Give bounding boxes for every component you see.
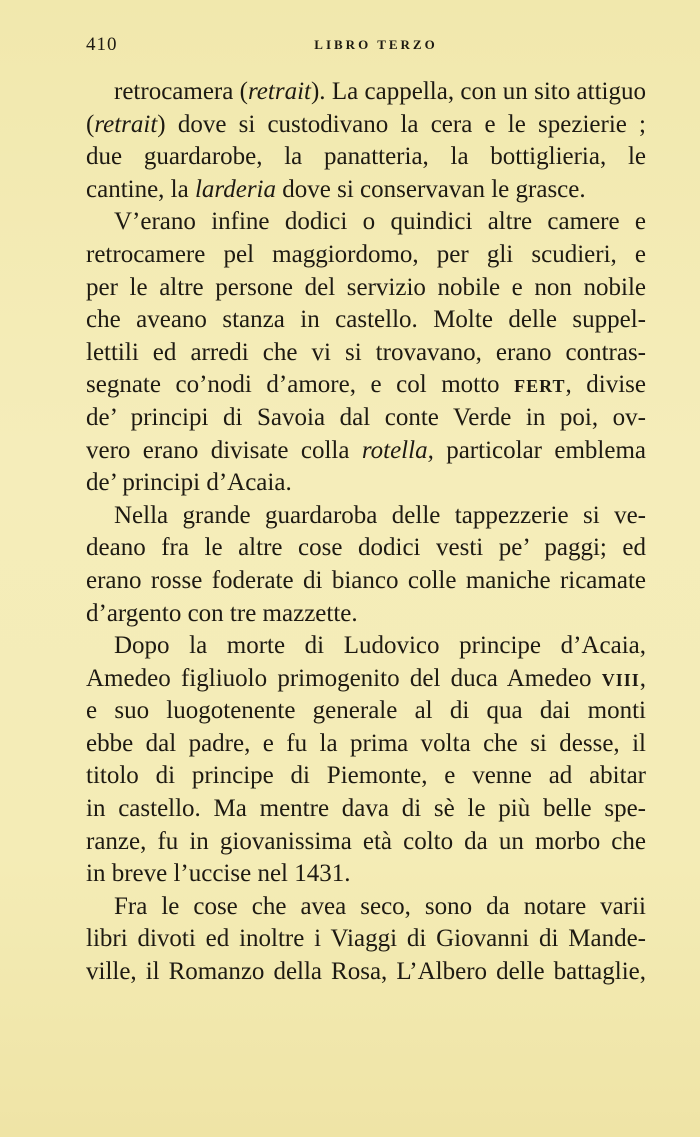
- text-line: [86, 663, 646, 696]
- text-line: [86, 272, 646, 305]
- text-line: [86, 630, 646, 663]
- body-text: [86, 76, 646, 989]
- text-run: V’erano infine dodici o quindici altre camere e: [114, 208, 646, 236]
- text-line: [86, 793, 646, 826]
- text-run: Nella grande guardaroba delle tappezzerie si ve-: [114, 501, 646, 529]
- text-run: due guardarobe, la panatteria, la bottiglieria, le: [86, 143, 646, 171]
- italic-term: larderia: [194, 175, 277, 203]
- small-caps-term: fert: [514, 371, 566, 399]
- text-line: [86, 239, 646, 272]
- text-line: [86, 435, 646, 468]
- page-number: 410: [86, 34, 118, 55]
- text-run: ranze, fu in giovanissima età colto da un morbo che: [86, 827, 646, 855]
- text-run: retrocamere pel maggiordomo, per gli scudieri, e: [86, 240, 646, 268]
- text-line: [86, 760, 646, 793]
- italic-term: retrait: [94, 110, 158, 138]
- paragraph: [86, 206, 646, 499]
- text-line: [86, 304, 646, 337]
- text-line: [86, 76, 646, 109]
- text-run: particolar emblema: [433, 436, 646, 464]
- text-line: [86, 532, 646, 565]
- text-line: [86, 728, 646, 761]
- text-line: [86, 337, 646, 370]
- text-run: libri divoti ed inoltre i Viaggi di Giovanni di Mande-: [86, 925, 646, 953]
- text-run: titolo di principe di Piemonte, e venne ad abitar: [86, 762, 646, 790]
- text-run: ). La cappella, con un sito attiguo: [310, 78, 646, 105]
- text-line: [86, 369, 646, 402]
- text-line: [86, 891, 646, 924]
- text-run: e suo luogotenente generale al di qua dai monti: [86, 697, 646, 725]
- text-line: [86, 141, 646, 174]
- italic-term: rotella,: [361, 436, 434, 464]
- text-run: d’argento con tre mazzette.: [86, 599, 358, 627]
- italic-term: retrait: [248, 78, 311, 105]
- text-run: ebbe dal padre, e fu la prima volta che si desse, il: [86, 729, 646, 757]
- text-run: in castello. Ma mentre dava di sè le più belle spe-: [86, 795, 646, 823]
- text-line: [86, 956, 646, 989]
- text-run: dove si conservavan le grasce.: [276, 175, 586, 203]
- paragraph: [86, 891, 646, 989]
- text-line: [86, 695, 646, 728]
- text-run: in breve l’uccise nel 1431.: [86, 860, 351, 888]
- text-run: per le altre persone del servizio nobile e non nobile: [86, 273, 646, 301]
- small-caps-term: viii: [601, 664, 640, 692]
- text-run: Amedeo figliuolo primogenito del duca Amedeo: [86, 664, 602, 692]
- running-title: LIBRO TERZO: [314, 37, 438, 52]
- paragraph: [86, 630, 646, 891]
- text-line: [86, 467, 646, 500]
- text-run: Dopo la morte di Ludovico principe d’Acaia,: [114, 632, 646, 660]
- text-run: ville, il Romanzo della Rosa, L’Albero delle battaglie,: [86, 958, 646, 986]
- text-run: deano fra le altre cose dodici vesti pe’ paggi; ed: [86, 534, 646, 562]
- text-line: [86, 565, 646, 598]
- text-line: [86, 923, 646, 956]
- text-run: vero erano divisate colla: [86, 436, 362, 464]
- text-run: Fra le cose che avea seco, sono da notare varii: [114, 892, 646, 920]
- text-line: [86, 858, 646, 891]
- running-head: [86, 34, 646, 64]
- paragraph: [86, 500, 646, 630]
- text-line: [86, 109, 646, 142]
- text-line: [86, 598, 646, 631]
- text-line: [86, 826, 646, 859]
- text-line: [86, 500, 646, 533]
- text-run: de’ principi di Savoia dal conte Verde in poi, ov-: [86, 403, 646, 431]
- text-run: segnate co’nodi d’amore, e col motto: [86, 371, 515, 399]
- text-line: [86, 402, 646, 435]
- text-run: che aveano stanza in castello. Molte delle suppel-: [86, 306, 646, 334]
- text-run: ) dove si custodivano la cera e le spezierie ;: [157, 110, 646, 138]
- text-run: erano rosse foderate di bianco colle maniche ricamate: [86, 566, 646, 594]
- text-line: [86, 174, 646, 207]
- text-run: (: [86, 110, 95, 138]
- text-run: de’ principi d’Acaia.: [86, 469, 292, 497]
- text-run: retrocamera (: [114, 78, 248, 105]
- text-run: ,: [639, 664, 646, 692]
- text-run: cantine, la: [86, 175, 195, 203]
- text-line: [86, 206, 646, 239]
- text-run: lettili ed arredi che vi si trovavano, erano contras-: [86, 338, 646, 366]
- text-run: , divise: [565, 371, 646, 399]
- paragraph: [86, 76, 646, 206]
